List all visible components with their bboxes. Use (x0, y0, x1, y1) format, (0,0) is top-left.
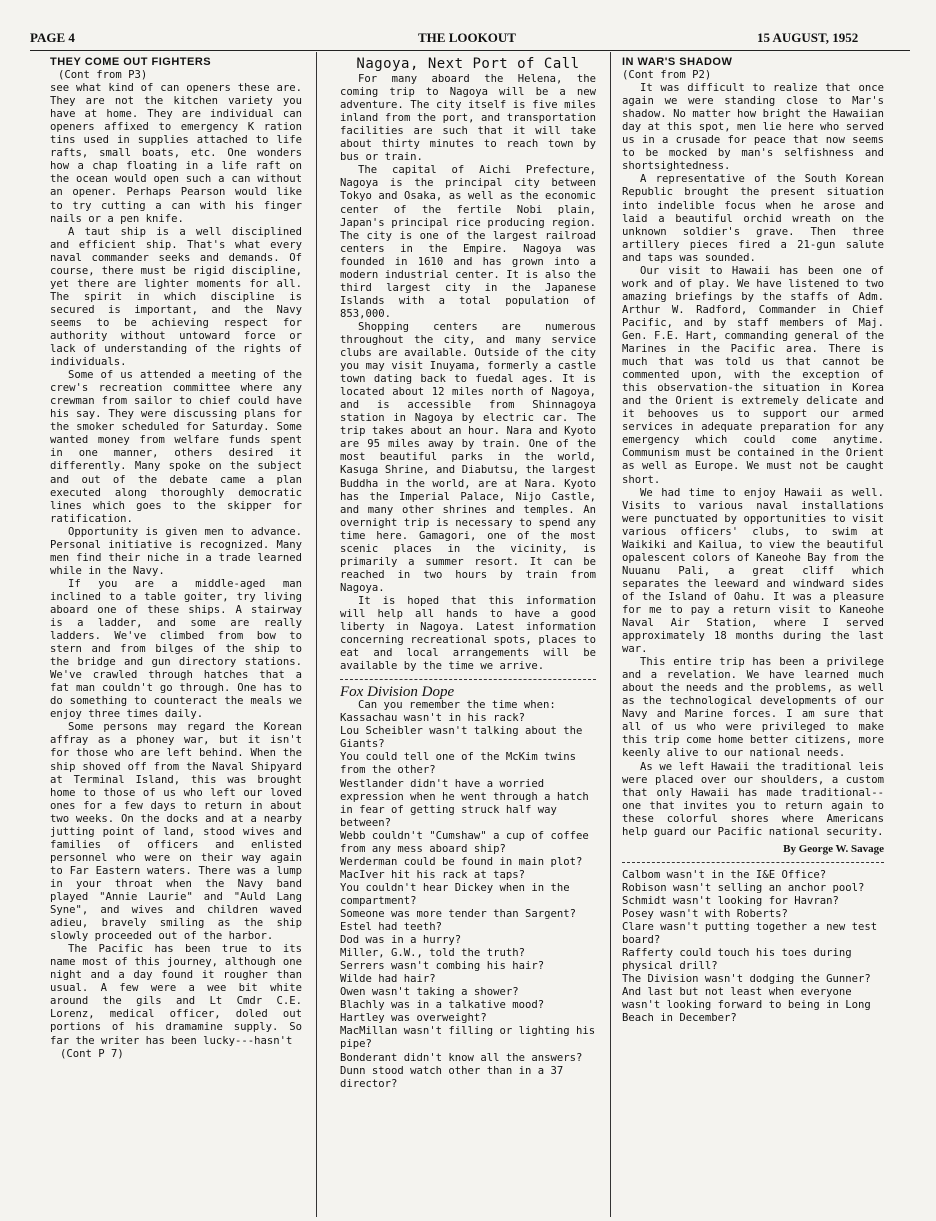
list-item: Webb couldn't "Cumshaw" a cup of coffee from any mess aboard ship? (340, 829, 589, 855)
continued-from: (Cont from P3) (58, 69, 148, 82)
continued-to: (Cont P 7) (60, 1047, 124, 1060)
section-divider (622, 862, 884, 863)
article-heading: Nagoya, Next Port of Call (356, 56, 580, 72)
paragraph: This entire trip has been a privilege and a revelation. We have learned much about the needs and the problems, as well as the technological developments of our Navy and Marine forces. I am sure that all of us who were privileged to make this trip come home better citizens, more keenly alive to our national needs. (622, 656, 884, 760)
header-rule (30, 50, 910, 51)
paragraph: Shopping centers are numerous throughout the city, and many service clubs are available. Outside of the city you may visit Inuyama, formerly a castle town dating back to fuedal ages. It is located about 12 miles north of Nagoya, and is accessible from Shinnagoya station in Nagoya by electric car. The trip takes about an hour. Nara and Kyoto are 95 miles away by train. One of the most beautiful parks in the world, Kasuga Shrine, and Diabutsu, the largest Buddha in the world, are at Nara. Kyoto has the Imperial Palace, Nijo Castle, and many other shrines and temples. An overnight trip is necessary to spend any time here. Gamagori, one of the most scenic places in the vicinity, is primarily a summer resort. It can be reached in two hours by train from Nagoya. (340, 320, 596, 594)
issue-date: 15 AUGUST, 1952 (757, 30, 859, 45)
paragraph: see what kind of can openers these are. They are not the kitchen variety you have at home. They are individual can openers affixed to emergency K ration tins used in supplies attached to life rafts, small boats, etc. One wonders how a chap floating in a life raft on the ocean would open such a can without an opener. Perhaps Pearson would like to try cutting a can with his finger nails or a pen knife. (50, 82, 302, 225)
list-item: Clare wasn't putting together a new test board? (622, 921, 878, 947)
newspaper-title: THE LOOKOUT (418, 30, 516, 45)
list-item: Someone was more tender than Sargent? (340, 908, 576, 920)
fox-division-list (340, 699, 596, 1090)
list-item: Dod was in a hurry? (340, 934, 462, 947)
article-heading: THEY COME OUT FIGHTERS (50, 56, 212, 68)
list-item: Hartley was overweight? (340, 1012, 487, 1025)
paragraph: The Pacific has been true to its name most of this journey, although one night and a day found it rougher than usual. A few were a wee bit white around the gils and Lt Cmdr C.E. Lorenz, medical officer, doled out portions of his dramamine supply. So far the writer has been lucky---hasn't (50, 943, 302, 1047)
list-item: Westlander didn't have a worried expression when he went through a hatch in fear of getting struck half way between? (340, 777, 589, 829)
list-item: Schmidt wasn't looking for Havran? (622, 894, 839, 907)
paragraph: Our visit to Hawaii has been one of work and of play. We have listened to two amazing briefings by the staffs of Adm. Arthur W. Radford, Commander in Chief Pacific, and by staff members of Maj. Gen. F.E. Hart, commanding general of the Marines in the Pacific area. There is much that was told us that cannot be commented upon, with the exception of this observation-the situation in Korea and the Orient is extremely delicate and it behooves us to support our armed services in adequate preparation for any emergency which could come anytime. Communism must be contained in the Orient as well as Europe. We must not be caught short. (622, 264, 884, 486)
paragraph: A taut ship is a well disciplined and efficient ship. That's what every naval commander seeks and demands. Of course, there must be rigid discipline, yet there are lighter moments for all. The spirit in which discipline is secured is important, and the Navy seems to be achieving respect for authority without untoward force or lack of understanding of the rights of individuals. (50, 225, 302, 369)
column-3 (622, 56, 884, 1218)
paragraph: If you are a middle-aged man inclined to a table goiter, try living aboard one of these ships. A stairway is a ladder, and some are really ladders. We've climbed from bow to stern and from bilges of the ship to the bridge and gun directory stations. We've crawled through hatches that a fat man couldn't go through. One has to do something to counteract the meals we enjoy three times daily. (50, 577, 302, 721)
section-heading: Fox Division Dope (340, 684, 455, 701)
paragraph: Some persons may regard the Korean affray as a phoney war, but it isn't for those who are left behind. When the ship shoved off from the Naval Shipyard at Terminal Island, this was brought home to those of us who left our loved ones for a few days to return in about two weeks. On the docks and at a nearby jutting point of land, stood wives and families of officers and enlisted personnel who were on their way again to Far Eastern waters. There was a lump in your throat when the Navy band played "Annie Laurie" and "Auld Lang Syne", and wives and children waved adieu, bravely smiling as the ship slowly proceeded out of the harbor. (50, 721, 302, 943)
list-item: Estel had teeth? (340, 921, 443, 934)
list-item: Kassachau wasn't in his rack? (340, 712, 525, 725)
gripes-list (622, 869, 884, 1026)
list-item: Calbom wasn't in the I&E Office? (622, 868, 827, 881)
paragraph: As we left Hawaii the traditional leis were placed over our shoulders, a custom that only Hawaii has made traditional--one that invites you to return again to these colorful shores where Americans help guard our Pacific national security. (622, 760, 884, 838)
paragraph: For many aboard the Helena, the coming trip to Nagoya will be a new adventure. The city itself is five miles inland from the port, and transportation facilities are such that it will take about thirty minutes to reach town by bus or train. (340, 73, 596, 164)
list-item: And last but not least when everyone wasn't looking forward to being in Long Beach in December? (622, 986, 871, 1025)
list-item: You could tell one of the McKim twins from the other? (340, 751, 576, 777)
list-item: Blachly was in a talkative mood? (340, 999, 545, 1012)
list-intro: Can you remember the time when: (358, 699, 556, 712)
continued-from: (Cont from P2) (622, 69, 712, 82)
section-divider (340, 679, 596, 680)
list-item: Owen wasn't taking a shower? (340, 986, 519, 999)
article-heading: IN WAR'S SHADOW (622, 56, 733, 68)
list-item: MacMillan wasn't filling or lighting his pipe? (340, 1025, 596, 1051)
paragraph: Opportunity is given men to advance. Personal initiative is recognized. Many men find their niche in a trade learned while in the Navy. (50, 525, 302, 577)
list-item: Lou Scheibler wasn't talking about the Giants? (340, 725, 583, 751)
list-item: MacIver hit his rack at taps? (340, 868, 525, 881)
page-header (0, 30, 936, 50)
list-item: Werderman could be found in main plot? (340, 855, 583, 868)
paragraph: Some of us attended a meeting of the crew's recreation committee where any crewman from sailor to chief could have his say. They were discussing plans for the smoker scheduled for Saturday. Some wanted money from welfare funds spent in one manner, others desired it differently. Many spoke on the subject and out of the debate came a plan executed along thoroughly democratic lines which goes to the skipper for ratification. (50, 369, 302, 525)
column-divider (316, 52, 317, 1217)
list-item: Posey wasn't with Roberts? (622, 908, 788, 920)
list-item: You couldn't hear Dickey when in the compartment? (340, 881, 570, 907)
column-1 (50, 56, 302, 1218)
column-2 (340, 56, 596, 1218)
paragraph: A representative of the South Korean Republic brought the present situation into indelible focus when he arose and laid a beautiful orchid wreath on the unknown soldier's grave. Then three artillery pieces fired a 21-gun salute and taps was sounded. (622, 173, 884, 264)
list-item: Robison wasn't selling an anchor pool? (622, 881, 865, 894)
paragraph: It is hoped that this information will help all hands to have a good liberty in Nagoya. Latest information concerning recreational spots, places to eat and local arrangements will be available by the time we arrive. (340, 594, 596, 673)
list-item: Dunn stood watch other than in a 37 director? (340, 1064, 564, 1090)
paragraph: We had time to enjoy Hawaii as well. Visits to various naval installations were punctuated by opportunities to visit various officers' clubs, to swim at Waikiki and Kailua, to view the beautiful opalescent colors of Kaneohe Bay from the Nuuanu Pali, a great cliff which separates the leeward and windward sides of the Island of Oahu. It was a pleasure for me to pay a return visit to Kaneohe Naval Air Station, where I served approximately 18 months during the last war. (622, 486, 884, 656)
list-item: Wilde had hair? (340, 973, 436, 986)
page-number: PAGE 4 (30, 30, 75, 45)
paragraph: The capital of Aichi Prefecture, Nagoya is the principal city between Tokyo and Osaka, as well as the economic center of the fertile Nobi plain, Japan's principal rice producing region. The city is one of the largest railroad centers in the Empire. Nagoya was founded in 1610 and has grown into a modern industrial center. It is also the third largest city in the Japanese Islands with a total population of 853,000. (340, 164, 596, 320)
paragraph: It was difficult to realize that once again we were standing close to Mar's shadow. No matter how bright the Hawaiian day at this spot, men lie here who served us in a crusade for peace that now seems to be mocked by man's selfishness and shortsightedness. (622, 82, 884, 173)
list-item: Serrers wasn't combing his hair? (340, 960, 545, 973)
column-divider (610, 52, 611, 1217)
list-item: Rafferty could touch his toes during physical drill? (622, 947, 852, 973)
list-item: The Division wasn't dodging the Gunner? (622, 973, 871, 986)
list-item: Bonderant didn't know all the answers? (340, 1051, 583, 1064)
byline: By George W. Savage (783, 842, 884, 855)
list-item: Miller, G.W., told the truth? (340, 947, 525, 960)
